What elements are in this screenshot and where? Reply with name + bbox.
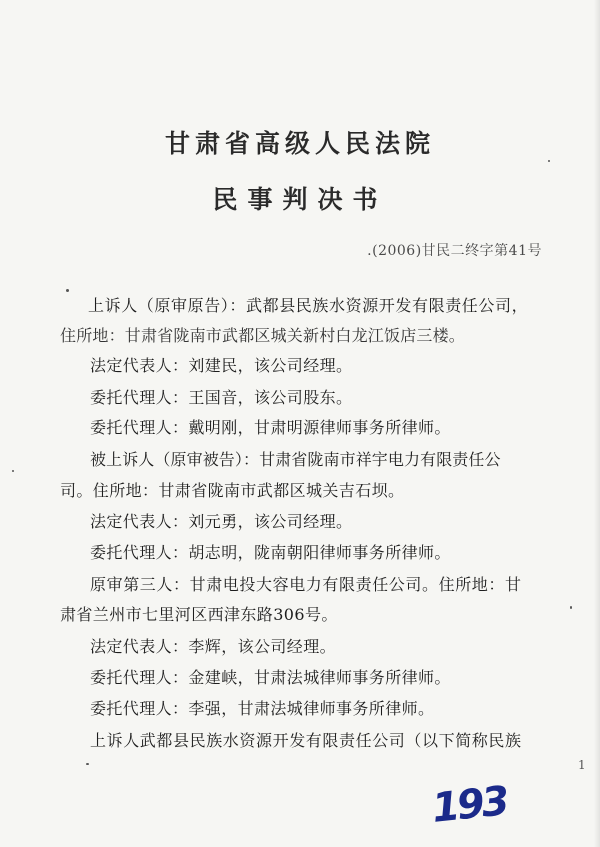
party-line: 委托代理人：王国音，该公司股东。 (90, 388, 353, 407)
party-line: 法定代表人：李辉，该公司经理。 (90, 637, 337, 656)
party-line: 住所地：甘肃省陇南市武都区城关新村白龙江饭店三楼。 (60, 326, 466, 345)
scan-speck (86, 763, 89, 765)
party-line: 上诉人武都县民族水资源开发有限责任公司（以下简称民族 (90, 731, 522, 750)
party-line: 法定代表人：刘建民，该公司经理。 (90, 356, 353, 375)
party-line: 委托代理人：金建峡，甘肃法城律师事务所律师。 (90, 668, 451, 687)
scan-speck (570, 606, 572, 609)
party-line: 法定代表人：刘元勇，该公司经理。 (90, 512, 353, 531)
scan-speck (12, 470, 14, 472)
party-line: 委托代理人：戴明刚，甘肃明源律师事务所律师。 (90, 418, 451, 437)
party-line: 被上诉人（原审被告）：甘肃省陇南市祥宇电力有限责任公 (90, 450, 501, 469)
party-line: 上诉人（原审原告）：武都县民族水资源开发有限责任公司， (88, 296, 529, 315)
court-name-heading: 甘肃省高级人民法院 (164, 129, 435, 158)
party-line: 肃省兰州市七里河区西津东路306号。 (60, 605, 338, 624)
scan-speck (66, 289, 69, 292)
document-type-heading: 民事判决书 (212, 185, 388, 214)
handwritten-page-number: 193 (429, 778, 509, 832)
party-line: 原审第三人：甘肃电投大容电力有限责任公司。住所地：甘 (90, 575, 522, 594)
case-number: .(2006)甘民二终字第41号 (367, 243, 542, 259)
party-line: 委托代理人：胡志明，陇南朝阳律师事务所律师。 (90, 543, 451, 562)
party-line: 委托代理人：李强，甘肃法城律师事务所律师。 (90, 699, 435, 718)
party-line: 司。住所地：甘肃省陇南市武都区城关吉石坝。 (60, 481, 405, 500)
scan-speck (548, 160, 550, 162)
margin-mark: 1 (578, 758, 586, 772)
